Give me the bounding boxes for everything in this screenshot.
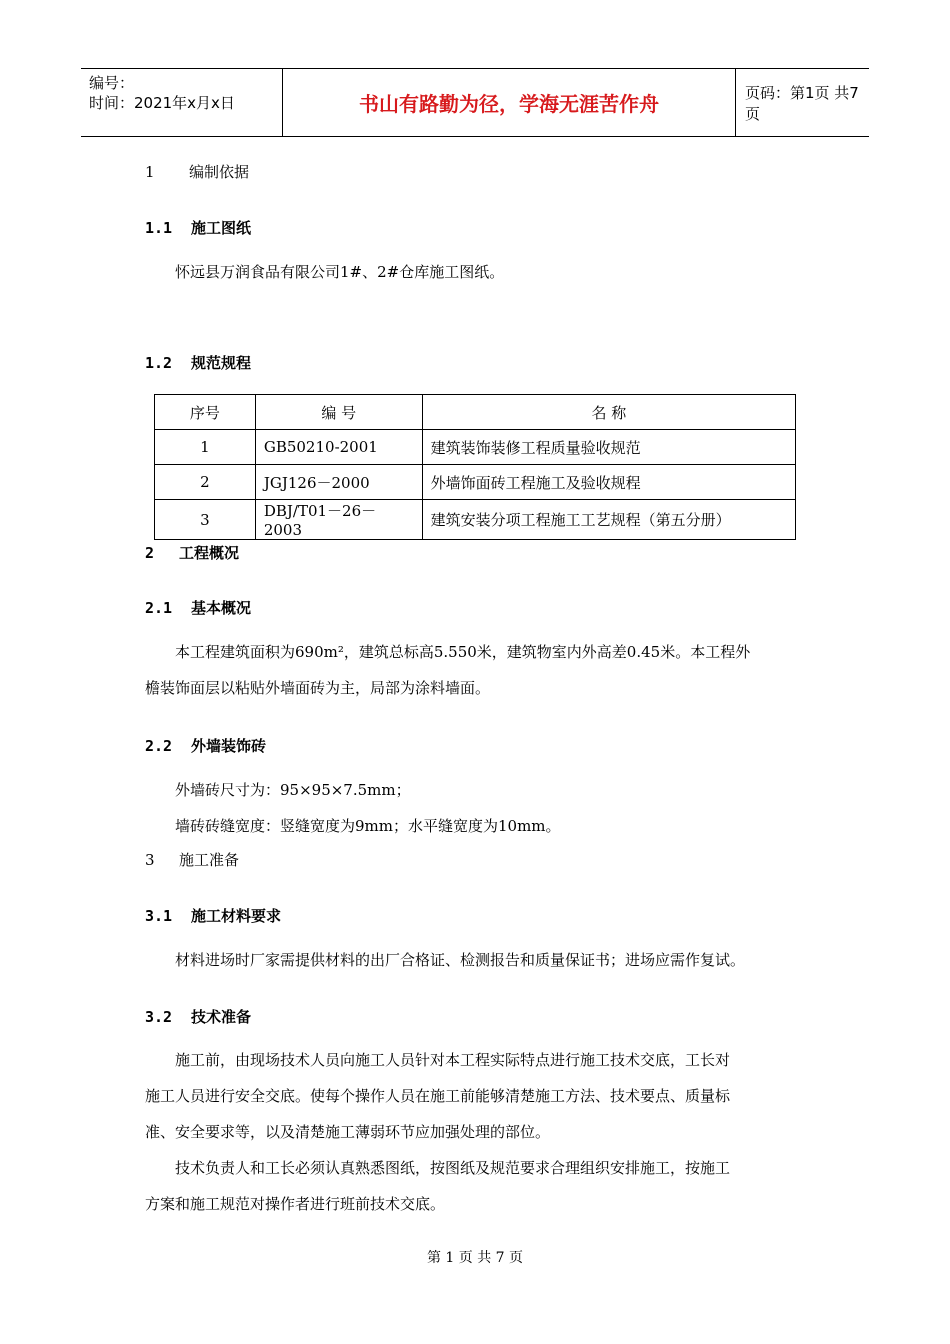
document-date: 时间：2021年x月x日 bbox=[89, 94, 235, 112]
section-number: 3.2 bbox=[145, 1008, 173, 1026]
section-title: 工程概况 bbox=[179, 544, 240, 562]
header-page-info: 页码：第1页 共7页 bbox=[745, 83, 859, 123]
section-title: 规范规程 bbox=[191, 354, 252, 372]
spec-table bbox=[154, 394, 796, 540]
table-header-row bbox=[155, 395, 796, 430]
section-3-1-text: 材料进场时厂家需提供材料的出厂合格证、检测报告和质量保证书；进场应需作复试。 bbox=[175, 951, 746, 969]
section-number: 2.2 bbox=[145, 737, 173, 755]
table-header-cell: 序号 bbox=[155, 395, 256, 430]
section-title: 技术准备 bbox=[191, 1008, 252, 1026]
table-cell: 外墙饰面砖工程施工及验收规程 bbox=[422, 465, 795, 500]
section-number: 3 bbox=[145, 851, 155, 869]
table-row bbox=[155, 465, 796, 500]
table-cell: 1 bbox=[155, 430, 256, 465]
table-cell: GB50210-2001 bbox=[255, 430, 422, 465]
table-header-cell: 名 称 bbox=[422, 395, 795, 430]
section-2-2-heading bbox=[145, 735, 266, 756]
section-2-heading bbox=[145, 542, 239, 563]
section-2-1-heading bbox=[145, 597, 251, 618]
section-1-2-heading bbox=[145, 352, 251, 373]
section-3-2-text: 施工前，由现场技术人员向施工人员针对本工程实际特点进行施工技术交底，工长对 施工人员进行安全交底。使每个操作人员在施工前能够清楚施工方法、技术要点、质量标 准、安全要求等，以及清楚施工薄弱环节应加强处理的部位。 技术负责人和工长必须认真熟悉图纸，按图纸及规范要求合理组织安排施工，按施工 方案和施工规范对操作者进行班前技术交底。 bbox=[145, 1051, 731, 1213]
section-title: 基本概况 bbox=[191, 599, 252, 617]
page-header bbox=[81, 68, 869, 137]
section-2-1-text: 本工程建筑面积为690m²，建筑总标高5.550米，建筑物室内外高差0.45米。本工程外 檐装饰面层以粘贴外墙面砖为主，局部为涂料墙面。 bbox=[145, 643, 751, 697]
section-number: 1.2 bbox=[145, 354, 173, 372]
section-1-1-text: 怀远县万润食品有限公司1#、2#仓库施工图纸。 bbox=[175, 263, 505, 281]
section-number: 2 bbox=[145, 544, 155, 562]
section-3-1-heading bbox=[145, 905, 281, 926]
section-title: 施工图纸 bbox=[191, 219, 252, 237]
section-number: 3.1 bbox=[145, 907, 173, 925]
table-header-cell: 编 号 bbox=[255, 395, 422, 430]
section-title: 施工准备 bbox=[179, 851, 240, 869]
table-cell: 建筑安装分项工程施工工艺规程（第五分册） bbox=[422, 500, 795, 540]
section-1-heading bbox=[145, 161, 249, 182]
table-row bbox=[155, 430, 796, 465]
table-cell: JGJ126－2000 bbox=[255, 465, 422, 500]
header-meta bbox=[81, 69, 281, 136]
page-footer: 第 1 页 共 7 页 bbox=[426, 1250, 524, 1266]
section-title: 编制依据 bbox=[189, 163, 250, 181]
section-1-1-heading bbox=[145, 217, 251, 238]
section-number: 2.1 bbox=[145, 599, 173, 617]
document-number-label: 编号： bbox=[89, 74, 135, 92]
table-cell: 建筑装饰装修工程质量验收规范 bbox=[422, 430, 795, 465]
section-title: 外墙装饰砖 bbox=[191, 737, 267, 755]
section-3-heading bbox=[145, 849, 239, 870]
section-number: 1.1 bbox=[145, 219, 173, 237]
section-number: 1 bbox=[145, 163, 155, 181]
header-motto: 书山有路勤为径，学海无涯苦作舟 bbox=[282, 69, 736, 136]
table-cell: 2 bbox=[155, 465, 256, 500]
section-2-2-text: 外墙砖尺寸为：95×95×7.5mm； 墙砖砖缝宽度：竖缝宽度为9mm；水平缝宽度为10mm。 bbox=[175, 781, 561, 835]
table-row bbox=[155, 500, 796, 540]
table-cell: DBJ/T01－26－2003 bbox=[255, 500, 422, 540]
section-title: 施工材料要求 bbox=[191, 907, 282, 925]
table-cell: 3 bbox=[155, 500, 256, 540]
section-3-2-heading bbox=[145, 1006, 251, 1027]
